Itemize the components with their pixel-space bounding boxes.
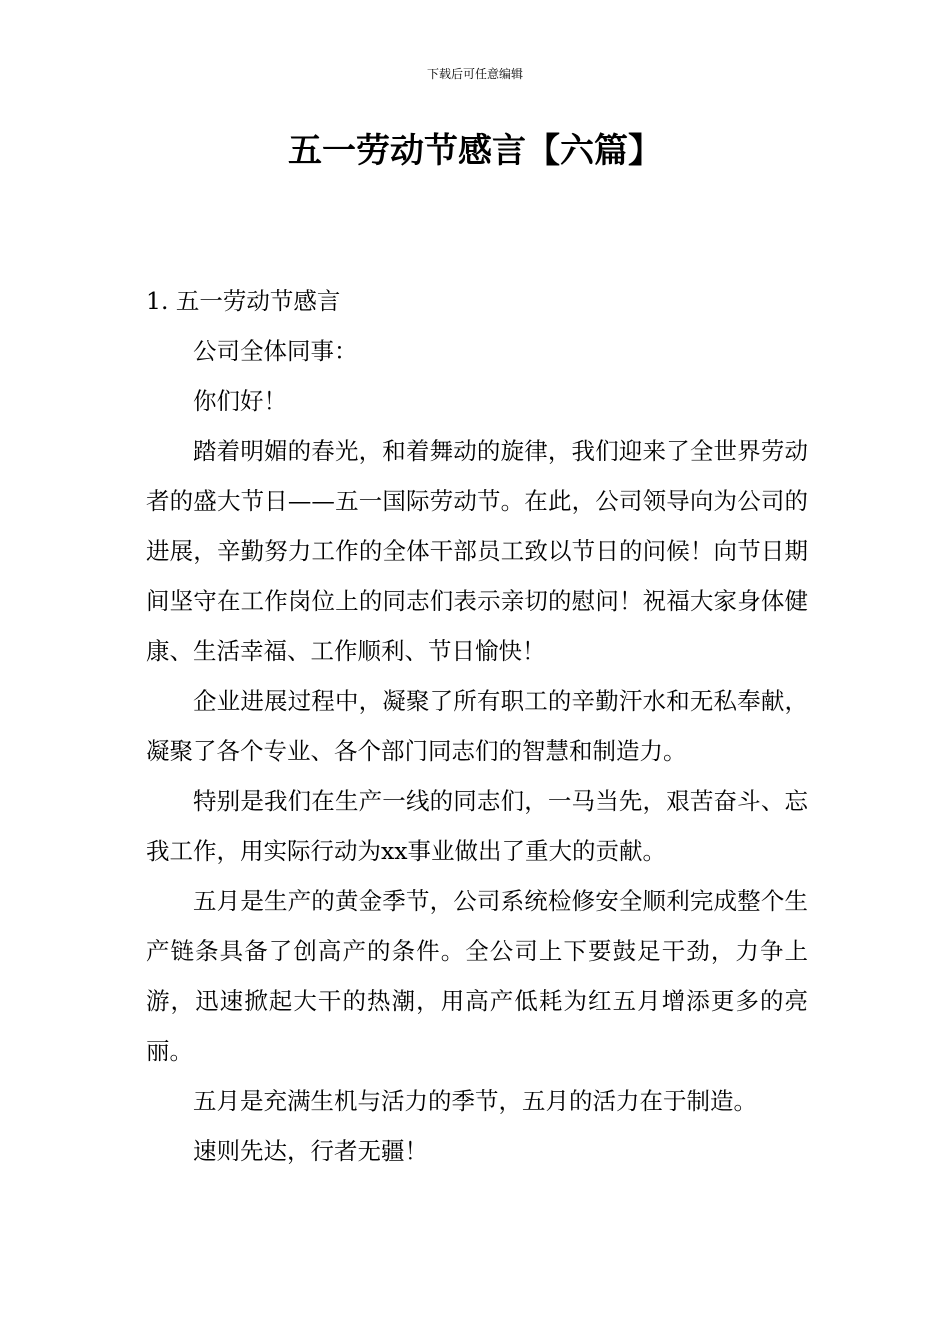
paragraph-frontline-workers: 特别是我们在生产一线的同志们，一马当先，艰苦奋斗、忘我工作，用实际行动为xx事业做出了重大的贡献。 (146, 787, 808, 865)
document-title: 五一劳动节感言【六篇】 (288, 131, 662, 171)
paragraph-may-vitality: 五月是充满生机与活力的季节，五月的活力在于制造。 (193, 1087, 757, 1115)
document-body (146, 276, 808, 1176)
paragraph-may-production: 五月是生产的黄金季节，公司系统检修安全顺利完成整个生产链条具备了创高产的条件。全公司上下要鼓足干劲，力争上游，迅速掀起大干的热潮，用高产低耗为红五月增添更多的亮丽。 (146, 887, 808, 1065)
paragraph-greeting: 你们好！ (193, 387, 287, 415)
paragraph-enterprise-development: 企业进展过程中，凝聚了所有职工的辛勤汗水和无私奉献，凝聚了各个专业、各个部门同志们的智慧和制造力。 (146, 687, 808, 765)
paragraph-holiday-wishes: 踏着明媚的春光，和着舞动的旋律，我们迎来了全世界劳动者的盛大节日——五一国际劳动节。在此，公司领导向为公司的进展，辛勤努力工作的全体干部员工致以节日的问候！向节日期间坚守在工作岗位上的同志们表示亲切的慰问！祝福大家身体健康、生活幸福、工作顺利、节日愉快！ (146, 437, 808, 665)
paragraph-closing-motto: 速则先达，行者无疆！ (193, 1137, 428, 1165)
header-note: 下载后可任意编辑 (426, 67, 523, 81)
paragraph-greeting-recipient: 公司全体同事： (193, 337, 358, 365)
section-heading: 1. 五一劳动节感言 (146, 287, 341, 315)
